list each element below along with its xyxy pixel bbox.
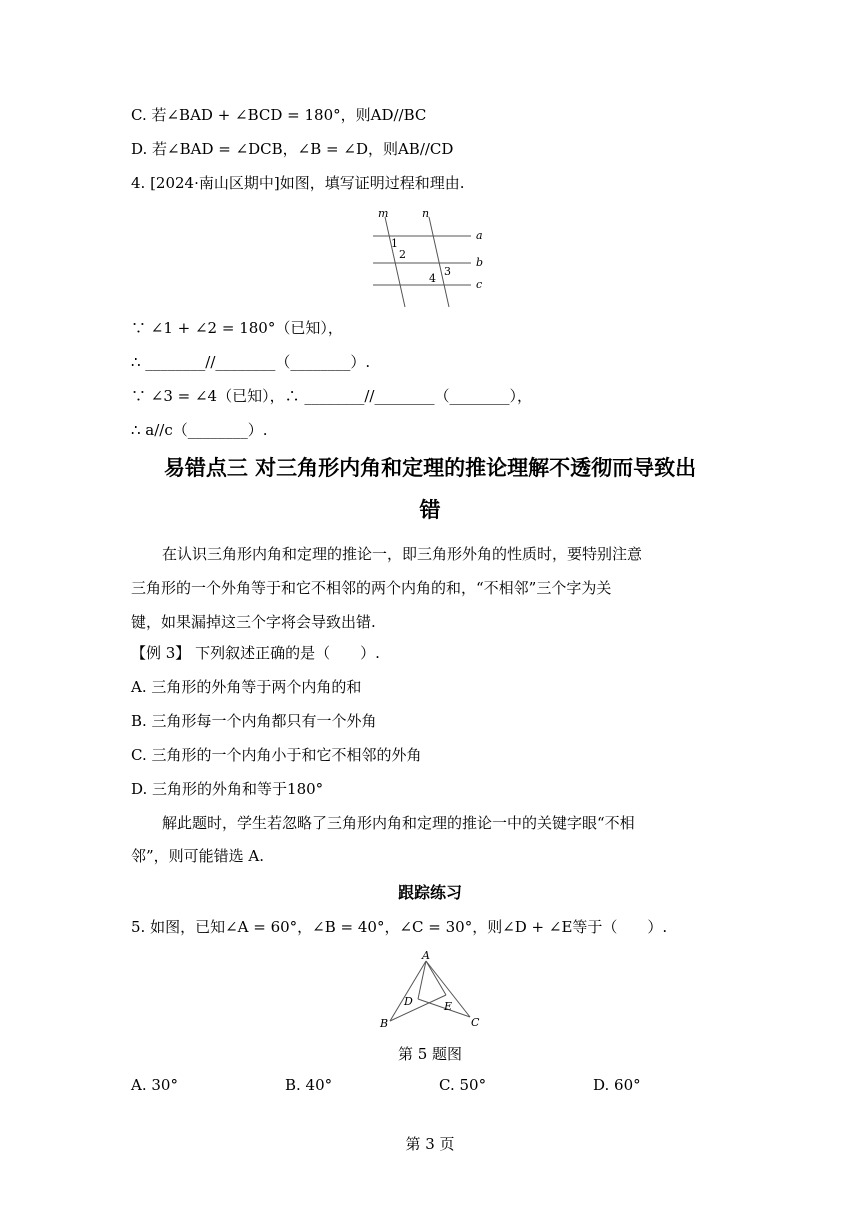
question-5: 5. 如图，已知∠A = 60°，∠B = 40°，∠C = 30°，则∠D + ∠E等于（ ）. [131, 918, 668, 936]
section-paragraph-3: 键，如果漏掉这三个字将会导致出错. [131, 613, 376, 631]
question-4: 4. [2024·南山区期中]如图，填写证明过程和理由. [131, 174, 465, 192]
angle-3: 3 [444, 265, 451, 278]
vertex-e: E [444, 1000, 453, 1013]
explanation-line-2: 邻”，则可能错选 A. [131, 847, 265, 865]
label-a: a [476, 229, 483, 242]
example-option-c: C. 三角形的一个内角小于和它不相邻的外角 [131, 746, 422, 764]
figure-4-parallel-lines [365, 205, 495, 310]
example-option-a: A. 三角形的外角等于两个内角的和 [131, 678, 362, 696]
figure-5-triangle [378, 947, 488, 1037]
example-option-d: D. 三角形的外角和等于180° [131, 780, 324, 798]
section-paragraph-1: 在认识三角形内角和定理的推论一，即三角形外角的性质时，要特别注意 [162, 545, 643, 563]
vertex-a: A [422, 949, 430, 962]
q5-option-b: B. 40° [285, 1076, 333, 1094]
q5-option-d: D. 60° [593, 1076, 641, 1094]
angle-4: 4 [429, 272, 436, 285]
proof-line-3: ∵ ∠3 = ∠4（已知），∴ ________//________（________）， [131, 387, 532, 405]
practice-title: 跟踪练习 [397, 883, 462, 902]
figure-5-caption: 第 5 题图 [397, 1045, 463, 1063]
label-c: c [476, 278, 483, 291]
vertex-d: D [404, 995, 413, 1008]
vertex-b: B [380, 1017, 389, 1030]
proof-line-4: ∴ a//c（________）. [131, 421, 268, 439]
section-paragraph-2: 三角形的一个外角等于和它不相邻的两个内角的和，“不相邻”三个字为关 [131, 579, 612, 597]
proof-line-2: ∴ ________//________（________）. [131, 353, 371, 371]
label-b: b [476, 256, 484, 269]
section-title-line-2: 错 [419, 498, 441, 522]
vertex-c: C [471, 1016, 480, 1029]
option-c-q3: C. 若∠BAD + ∠BCD = 180°，则AD//BC [131, 106, 427, 124]
explanation-line-1: 解此题时，学生若忽略了三角形内角和定理的推论一中的关键字眼“不相 [162, 814, 635, 832]
label-m: m [378, 207, 389, 220]
q5-option-c: C. 50° [439, 1076, 487, 1094]
angle-2: 2 [399, 248, 406, 261]
example-option-b: B. 三角形每一个内角都只有一个外角 [131, 712, 377, 730]
proof-line-1: ∵ ∠1 + ∠2 = 180°（已知）， [131, 319, 343, 337]
option-d-q3: D. 若∠BAD = ∠DCB，∠B = ∠D，则AB//CD [131, 140, 454, 158]
example-3: 【例 3】 下列叙述正确的是（ ）. [131, 644, 380, 662]
page-number: 第 3 页 [405, 1135, 455, 1153]
q5-option-a: A. 30° [131, 1076, 178, 1094]
angle-1: 1 [391, 237, 398, 250]
section-title-line-1: 易错点三 对三角形内角和定理的推论理解不透彻而导致出 [163, 456, 697, 480]
label-n: n [422, 207, 430, 220]
